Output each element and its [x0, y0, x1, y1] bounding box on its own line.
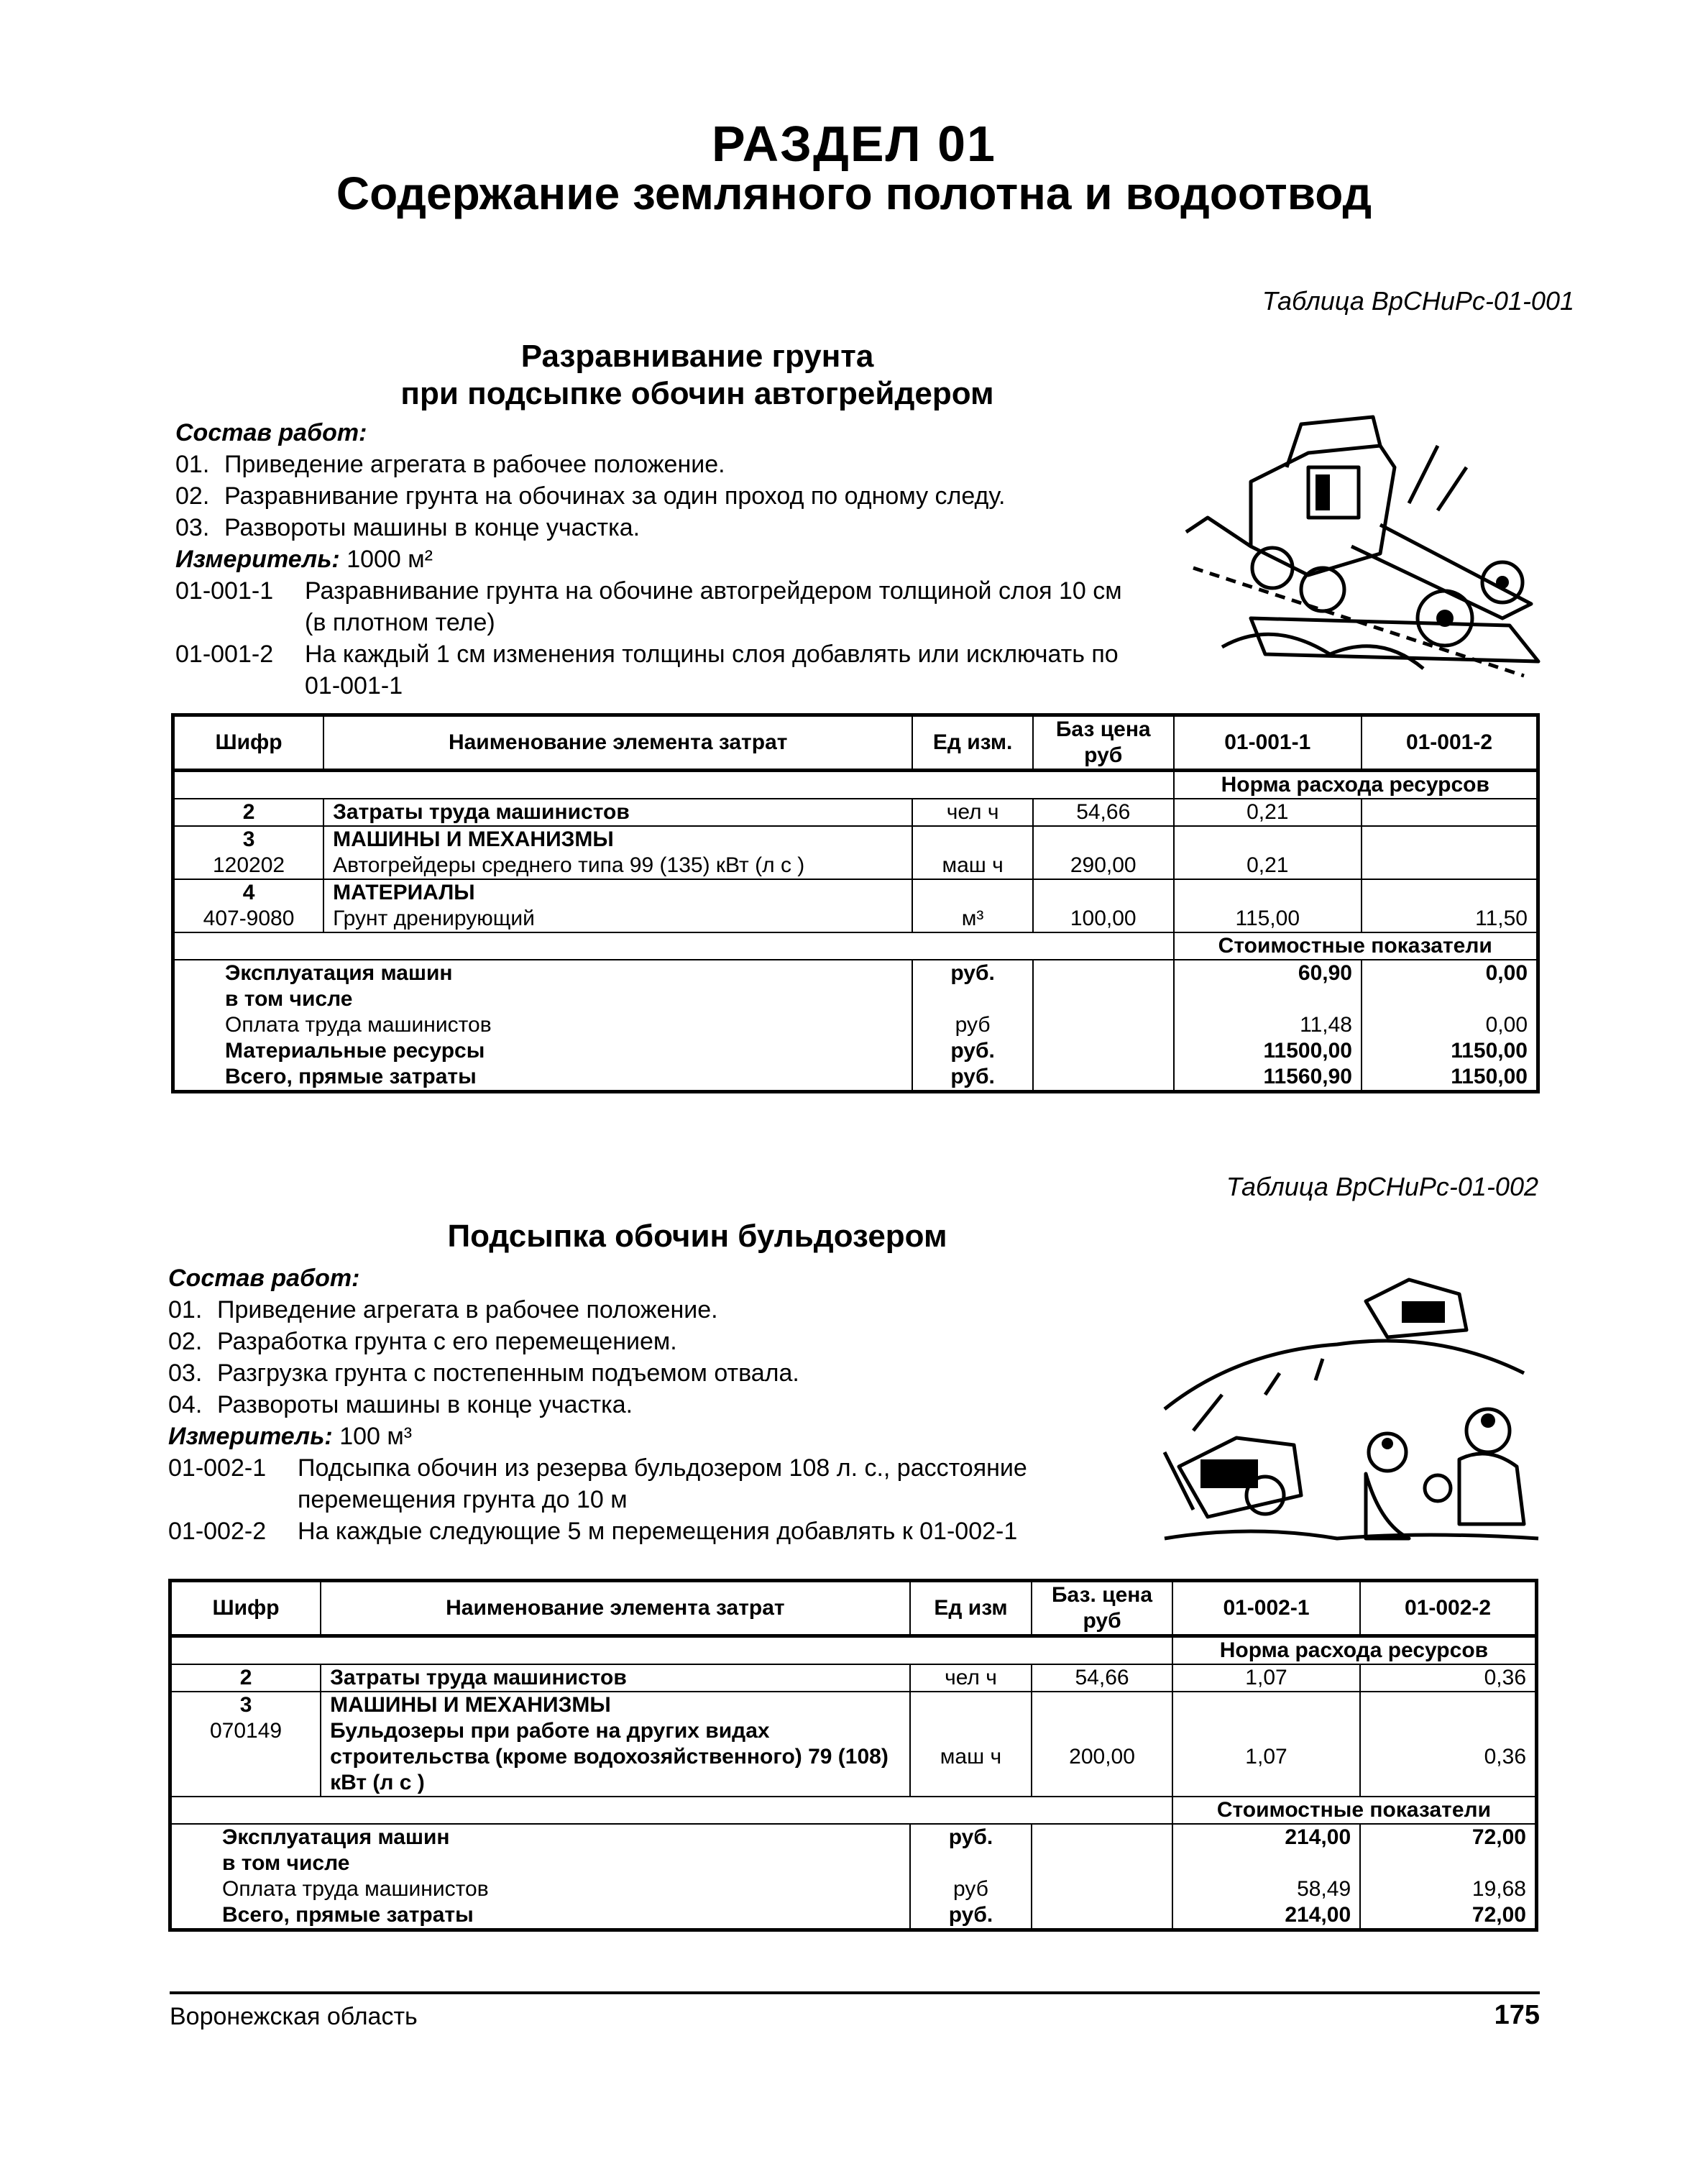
page-number: 175	[1494, 2000, 1540, 2030]
work-item: 01. Приведение агрегата в рабочее положение.	[168, 1296, 718, 1324]
item-01-001-1: 01-001-1 Разравнивание грунта на обочине автогрейдером толщиной слоя 10 см (в плотном теле)	[175, 577, 1122, 636]
col-name: Наименование элемента затрат	[323, 715, 912, 771]
col-unit: Ед изм.	[912, 715, 1033, 771]
table-row: 407-9080 Грунт дренирующий м³ 100,00 115,00 11,50	[173, 906, 1538, 932]
cost-row: Эксплуатация машин руб. 60,90 0,00	[173, 960, 1538, 986]
table1-costs	[171, 713, 1540, 1093]
table-row: 070149 Бульдозеры при работе на других видах строительства (кроме водохозяйственного) 79 (108) кВт (л с ) маш ч 200,00 1,07 0,36	[170, 1718, 1537, 1797]
item-01-002-1: 01-002-1 Подсыпка обочин из резерва бульдозером 108 л. с., расстояние перемещения грунта до 10 м	[168, 1454, 1027, 1513]
col-name: Наименование элемента затрат	[321, 1581, 910, 1636]
table2-description	[168, 1262, 1160, 1547]
cost-row: Оплата труда машинистов руб 11,48 0,00	[173, 1012, 1538, 1038]
table1-title-line1: Разравнивание грунта	[520, 339, 874, 374]
table-row: 3 МАШИНЫ И МЕХАНИЗМЫ	[170, 1692, 1537, 1718]
norm-section-row	[173, 771, 1538, 799]
col-01-002-2: 01-002-2	[1360, 1581, 1536, 1636]
table-header	[170, 1581, 1537, 1636]
col-unit: Ед изм	[910, 1581, 1032, 1636]
work-item: 04. Развороты машины в конце участка.	[168, 1391, 633, 1418]
table-row: 2 Затраты труда машинистов чел ч 54,66 1,07 0,36	[170, 1664, 1537, 1692]
table1-title	[173, 338, 1222, 413]
table-row: 3 МАШИНЫ И МЕХАНИЗМЫ	[173, 826, 1538, 853]
table-row: 2 Затраты труда машинистов чел ч 54,66 0,21	[173, 799, 1538, 826]
table-header	[173, 715, 1538, 771]
footer-divider	[170, 1991, 1540, 1994]
norm-label: Норма расхода ресурсов	[1174, 771, 1538, 799]
cost-section-row	[173, 932, 1538, 960]
meter: Измеритель: 100 м³	[168, 1423, 413, 1450]
cost-row: Материальные ресурсы руб. 11500,00 1150,00	[173, 1038, 1538, 1064]
table-row: 4 МАТЕРИАЛЫ	[173, 879, 1538, 906]
cost-row: в том числе	[173, 986, 1538, 1012]
item-01-001-2: 01-001-2 На каждый 1 см изменения толщины слоя добавлять или исключать по 01-001-1	[175, 641, 1119, 700]
section-subtitle: Содержание земляного полотна и водоотвод	[336, 168, 1372, 219]
col-01-002-1: 01-002-1	[1172, 1581, 1360, 1636]
table1-ref: Таблица ВрСНиРс-01-001	[1262, 286, 1574, 316]
grader-illustration	[1165, 403, 1553, 690]
col-01-001-2: 01-001-2	[1362, 715, 1538, 771]
bulldozer-illustration	[1150, 1251, 1553, 1553]
table-row: 120202 Автогрейдеры среднего типа 99 (135) кВт (л с ) маш ч 290,00 0,21	[173, 853, 1538, 879]
col-price: Баз цена руб	[1033, 715, 1174, 771]
col-01-001-1: 01-001-1	[1174, 715, 1362, 771]
work-item: 02. Разравнивание грунта на обочинах за один проход по одному следу.	[175, 482, 1006, 510]
table1-title-line2: при подсыпке обочин автогрейдером	[400, 376, 994, 411]
cost-row: в том числе	[170, 1850, 1537, 1876]
norm-label: Норма расхода ресурсов	[1172, 1636, 1537, 1665]
works-label: Состав работ:	[168, 1265, 360, 1292]
col-code: Шифр	[170, 1581, 321, 1636]
work-item: 03. Разгрузка грунта с постепенным подъемом отвала.	[168, 1359, 799, 1387]
cost-label: Стоимостные показатели	[1174, 932, 1538, 960]
cost-row: Всего, прямые затраты руб. 214,00 72,00	[170, 1902, 1537, 1930]
works-label: Состав работ:	[175, 419, 367, 446]
cost-row: Эксплуатация машин руб. 214,00 72,00	[170, 1824, 1537, 1850]
norm-section-row	[170, 1636, 1537, 1665]
cost-row: Всего, прямые затраты руб. 11560,90 1150,00	[173, 1064, 1538, 1092]
cost-label: Стоимостные показатели	[1172, 1797, 1537, 1824]
work-item: 03. Развороты машины в конце участка.	[175, 514, 640, 541]
col-code: Шифр	[173, 715, 324, 771]
item-01-002-2: 01-002-2 На каждые следующие 5 м перемещения добавлять к 01-002-1	[168, 1518, 1018, 1545]
work-item: 02. Разработка грунта с его перемещением.	[168, 1328, 677, 1355]
footer-region: Воронежская область	[170, 2003, 418, 2030]
table1-description	[175, 417, 1167, 702]
table2-ref: Таблица ВрСНиРс-01-002	[1226, 1172, 1538, 1201]
col-price: Баз. цена руб	[1032, 1581, 1172, 1636]
meter: Измеритель: 1000 м²	[175, 546, 433, 573]
section-title: РАЗДЕЛ 01	[712, 116, 996, 172]
cost-row: Оплата труда машинистов руб 58,49 19,68	[170, 1876, 1537, 1902]
cost-section-row	[170, 1797, 1537, 1824]
table2-title: Подсыпка обочин бульдозером	[447, 1219, 947, 1254]
table2-costs	[168, 1579, 1538, 1932]
work-item: 01. Приведение агрегата в рабочее положение.	[175, 451, 725, 478]
